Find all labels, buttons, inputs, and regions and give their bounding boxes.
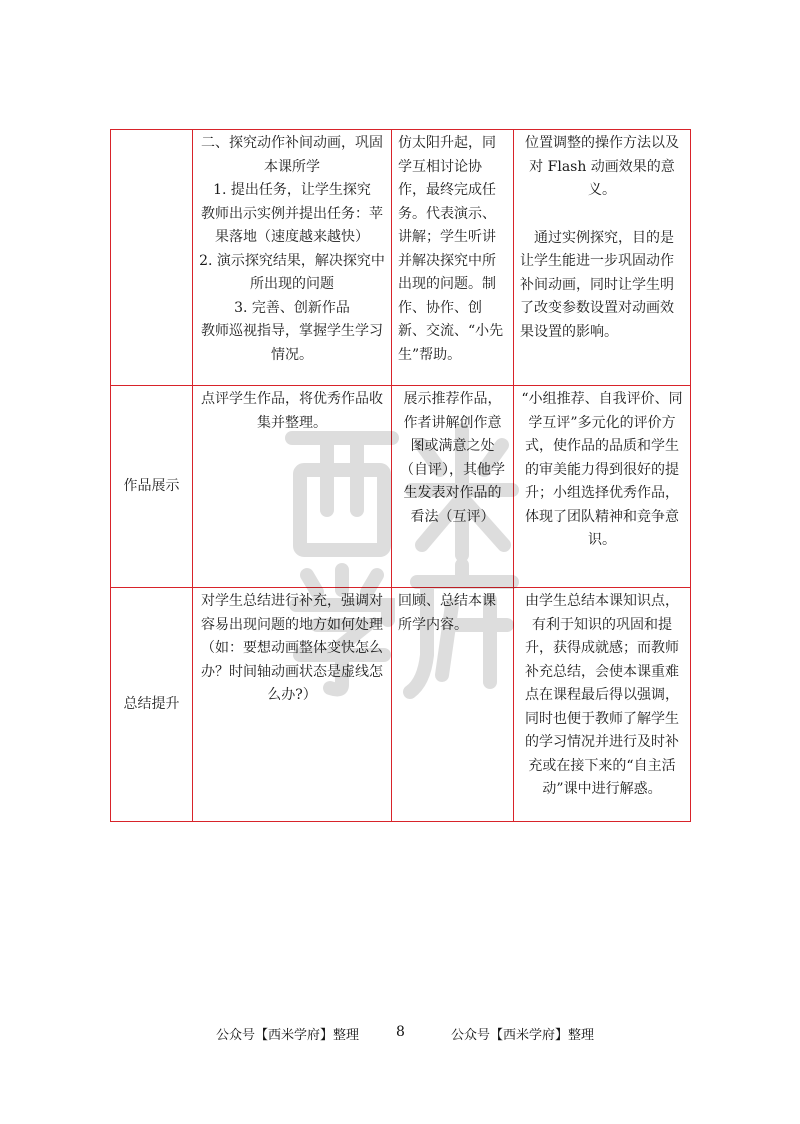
teacher-step-2: 2. 演示探究结果，解决探究中所出现的问题 [199, 252, 385, 292]
design-intent-cell [514, 588, 691, 822]
student-activity-cell [392, 130, 514, 386]
teacher-activity-cell [193, 130, 392, 386]
teacher-step-3-detail: 教师巡视指导，掌握学生学习情况。 [201, 323, 383, 363]
design-intent-cell [514, 386, 691, 588]
teacher-activity-cell [193, 588, 392, 822]
table-row [111, 386, 691, 588]
footer-left-text: 公众号【西米学府】整理 [216, 1028, 360, 1043]
footer-right-text: 公众号【西米学府】整理 [451, 1028, 595, 1043]
student-activity-text: 展示推荐作品，作者讲解创作意图或满意之处（自评），其他学生发表对作品的看法（互评） [400, 391, 505, 525]
teacher-activity-cell [193, 386, 392, 588]
student-activity-cell [392, 386, 514, 588]
page-number: 8 [396, 1024, 405, 1040]
teacher-step-3: 3. 完善、创新作品 [234, 299, 350, 316]
stage-cell [111, 130, 193, 386]
table-row [111, 588, 691, 822]
page-footer [0, 1024, 800, 1048]
design-intent-text: 由学生总结本课知识点，有利于知识的巩固和提升，获得成就感；而教师补充总结，会使本课重难点在课程最后得以强调，同时也便于教师了解学生的学习情况并进行及时补充或在接下来的“自主活动”课中进行解惑。 [525, 593, 679, 797]
student-activity-text: 仿太阳升起，同学互相讨论协作，最终完成任务。代表演示、讲解；学生听讲并解决探究中所出现的问题。制作、协作、创新、交流、“小先生”帮助。 [398, 135, 504, 363]
teacher-activity-text: 点评学生作品，将优秀作品收集并整理。 [201, 391, 383, 431]
teacher-step-1: 1. 提出任务，让学生探究 [213, 182, 371, 198]
teacher-step-1-detail: 教师出示实例并提出任务：苹果落地（速度越来越快） [201, 205, 383, 245]
student-activity-cell [392, 588, 514, 822]
design-intent-text: “小组推荐、自我评价、同学互评”多元化的评价方式，使作品的品质和学生的审美能力得到很好的提升；小组选择优秀作品，体现了团队精神和竞争意识。 [521, 391, 683, 548]
student-activity-text: 回顾、总结本课所学内容。 [398, 593, 496, 633]
design-intent-cell [514, 130, 691, 386]
teacher-step-heading: 二、探究动作补间动画，巩固本课所学 [201, 135, 383, 175]
teacher-activity-text: 对学生总结进行补充，强调对容易出现问题的地方如何处理（如：要想动画整体变快怎么办？时间轴动画状态是虚线怎么办?） [201, 593, 383, 703]
design-intent-text-2: 通过实例探究，目的是让学生能进一步巩固动作补间动画，同时让学生明了改变参数设置对动画效果设置的影响。 [520, 229, 674, 340]
design-intent-text-1: 位置调整的操作方法以及对 Flash 动画效果的意义。 [525, 135, 679, 198]
table-row [111, 130, 691, 386]
lesson-plan-table [110, 129, 691, 822]
stage-cell-summary: 总结提升 [111, 588, 193, 822]
stage-cell-showcase: 作品展示 [111, 386, 193, 588]
